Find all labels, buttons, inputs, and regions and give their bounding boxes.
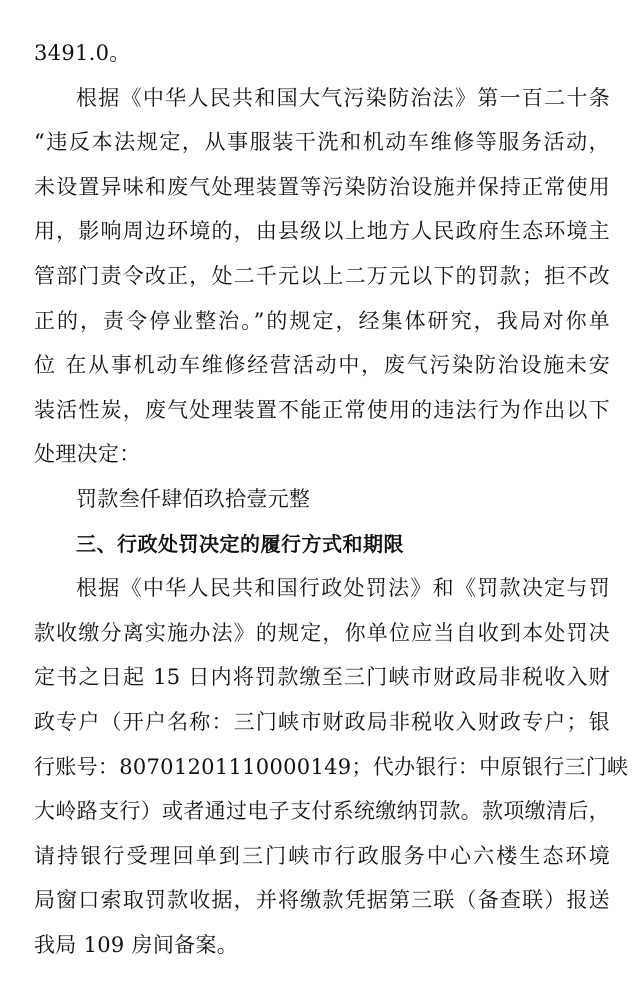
paragraph-line: 装活性炭，废气处理装置不能正常使用的违法行为作出以下 xyxy=(34,398,610,422)
paragraph-line: 处理决定： xyxy=(34,442,141,466)
paragraph-line: 根据《中华人民共和国行政处罚法》和《罚款决定与罚 xyxy=(76,576,610,600)
paragraph-line: 我局 109 房间备案。 xyxy=(34,933,239,957)
paragraph-line: 正的，责令停业整治。”的规定，经集体研究，我局对你单 xyxy=(34,309,610,333)
paragraph-line: 根据《中华人民共和国大气污染防治法》第一百二十条 xyxy=(76,86,610,110)
paragraph-line: 管部门责令改正，处二千元以上二万元以下的罚款；拒不改 xyxy=(34,264,610,288)
paragraph-line: 政专户（开户名称：三门峡市财政局非税收入财政专户；银 xyxy=(34,710,610,734)
paragraph-line: 定书之日起 15 日内将罚款缴至三门峡市财政局非税收入财 xyxy=(34,665,610,689)
paragraph-line: 局窗口索取罚款收据，并将缴款凭据第三联（备查联）报送 xyxy=(34,888,610,912)
paragraph-line: 未设置异味和废气处理装置等污染防治设施并保持正常使用 xyxy=(34,175,610,199)
penalty-amount-text: 罚款叁仟肆佰玖拾壹元整 xyxy=(76,487,311,511)
paragraph-line: 位 在从事机动车维修经营活动中，废气污染防治设施未安 xyxy=(34,353,610,377)
paragraph-line: “违反本法规定，从事服装干洗和机动车维修等服务活动， xyxy=(34,130,610,154)
paragraph-line: 大岭路支行）或者通过电子支付系统缴纳罚款。款项缴清后， xyxy=(34,799,610,823)
paragraph-line: 行账号：80701201110000149；代办银行：中原银行三门峡 xyxy=(34,755,629,779)
section-heading: 三、行政处罚决定的履行方式和期限 xyxy=(76,532,404,556)
paragraph-line: 用，影响周边环境的，由县级以上地方人民政府生态环境主 xyxy=(34,219,610,243)
paragraph-line: 款收缴分离实施办法》的规定，你单位应当自收到本处罚决 xyxy=(34,621,610,645)
amount-line: 3491.0。 xyxy=(34,41,131,65)
paragraph-line: 请持银行受理回单到三门峡市行政服务中心六楼生态环境 xyxy=(34,844,610,868)
